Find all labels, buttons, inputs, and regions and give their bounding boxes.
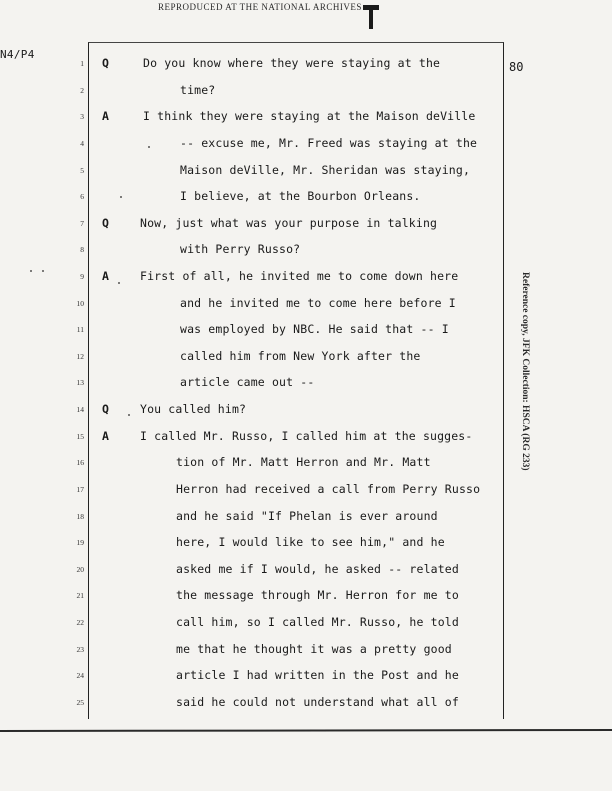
speaker-label: A [102,109,109,123]
line-text: was employed by NBC. He said that -- I [180,322,449,336]
line-text: -- excuse me, Mr. Freed was staying at the [180,136,478,150]
line-text: Now, just what was your purpose in talking [140,216,438,230]
transcript-line [0,562,612,582]
page-number: 80 [509,60,524,74]
line-text: and he invited me to come here before I [180,296,456,310]
line-text: article I had written in the Post and he [176,668,459,682]
transcript-line [0,642,612,662]
header-stamp-mark [360,2,384,30]
line-text: I think they were staying at the Maison deVille [143,109,476,123]
transcript-line [0,56,612,76]
line-number: 3 [80,112,84,121]
line-number: 1 [80,59,84,68]
scan-speck [120,196,122,198]
line-text: I believe, at the Bourbon Orleans. [180,189,421,203]
line-number: 16 [76,458,84,467]
speaker-label: A [102,269,109,283]
speaker-label: Q [102,402,109,416]
line-text: called him from New York after the [180,349,421,363]
speaker-label: Q [102,56,109,70]
line-text: asked me if I would, he asked -- related [176,562,459,576]
line-text: me that he thought it was a pretty good [176,642,452,656]
transcript-line [0,695,612,715]
line-number: 24 [76,671,84,680]
transcript-line [0,83,612,103]
line-number: 10 [76,299,84,308]
archive-header-stamp: REPRODUCED AT THE NATIONAL ARCHIVES [158,2,362,12]
bottom-scan-line [0,726,612,736]
scan-speck [118,282,120,284]
line-text: First of all, he invited me to come down here [140,269,459,283]
line-number: 20 [76,565,84,574]
reference-copy-text: Reference copy, JFK Collection: HSCA (RG 233) [520,272,530,471]
transcript-line [0,109,612,129]
transcript-line [0,668,612,688]
speaker-label: Q [102,216,109,230]
line-number: 15 [76,432,84,441]
line-number: 14 [76,405,84,414]
line-number: 19 [76,538,84,547]
line-text: article came out -- [180,375,315,389]
line-number: 21 [76,591,84,600]
line-text: I called Mr. Russo, I called him at the sugges- [140,429,473,443]
line-text: here, I would like to see him," and he [176,535,445,549]
line-number: 5 [80,166,84,175]
scan-speck [42,270,44,272]
line-number: 2 [80,86,84,95]
transcript-line [0,136,612,156]
line-number: 6 [80,192,84,201]
line-number: 25 [76,698,84,707]
line-text: You called him? [140,402,247,416]
line-number: 7 [80,219,84,228]
scan-speck [128,414,130,416]
line-text: and he said "If Phelan is ever around [176,509,438,523]
scan-speck [30,270,32,272]
line-number: 23 [76,645,84,654]
line-number: 17 [76,485,84,494]
scan-speck [148,146,150,148]
transcript-line [0,216,612,236]
line-text: call him, so I called Mr. Russo, he told [176,615,459,629]
line-number: 12 [76,352,84,361]
line-number: 18 [76,512,84,521]
line-number: 13 [76,378,84,387]
transcript-line [0,242,612,262]
line-number: 11 [76,325,84,334]
line-text: Herron had received a call from Perry Russo [176,482,481,496]
transcript-line [0,189,612,209]
speaker-label: A [102,429,109,443]
line-text: tion of Mr. Matt Herron and Mr. Matt [176,455,431,469]
line-number: 8 [80,245,84,254]
line-text: said he could not understand what all of [176,695,459,709]
line-number: 9 [80,272,84,281]
reference-copy-stamp [518,272,534,542]
document-reference: N4/P4 [0,48,35,61]
line-number: 22 [76,618,84,627]
transcript-line [0,163,612,183]
transcript-line [0,615,612,635]
line-text: Do you know where they were staying at the [143,56,441,70]
line-text: with Perry Russo? [180,242,301,256]
line-text: the message through Mr. Herron for me to [176,588,459,602]
line-text: time? [180,83,216,97]
transcript-line [0,588,612,608]
line-number: 4 [80,139,84,148]
line-text: Maison deVille, Mr. Sheridan was staying, [180,163,471,177]
